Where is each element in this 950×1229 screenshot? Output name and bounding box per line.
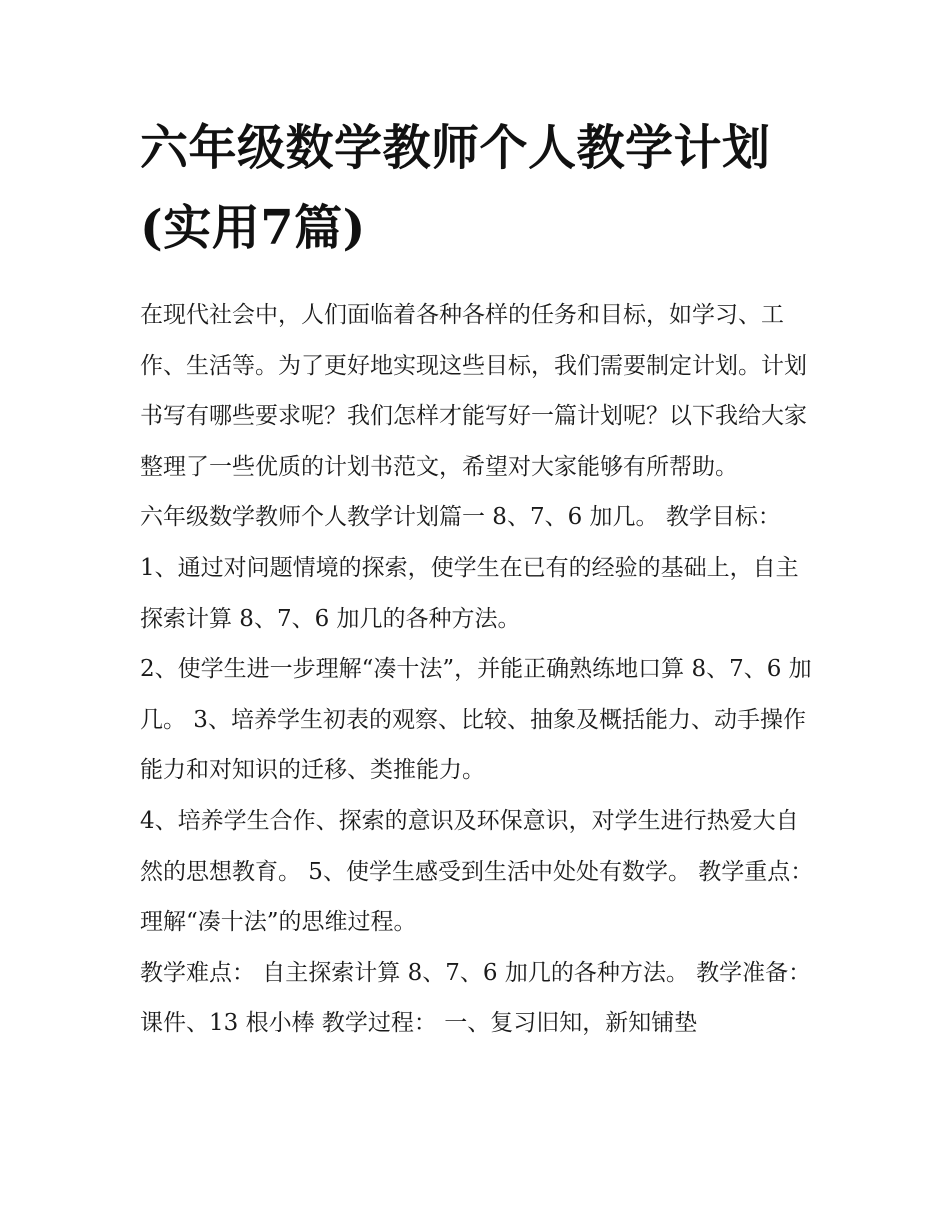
- document-title: 六年级数学教师个人教学计划(实用7篇): [140, 120, 771, 256]
- paragraph-lesson-goals: 六年级数学教师个人教学计划篇一 8、7、6 加几。 教学目标： 1、通过对问题情境的探索，使学生在已有的经验的基础上，自主探索计算 8、7、6 加几的各种方法。: [140, 504, 799, 632]
- paragraph-list: [140, 290, 820, 1049]
- paragraph-intro: 在现代社会中，人们面临着各种各样的任务和目标，如学习、工作、生活等。为了更好地实现这些目标，我们需要制定计划。计划书写有哪些要求呢？我们怎样才能写好一篇计划呢？以下我给大家整理了一些优质的计划书范文，希望对大家能够有所帮助。: [140, 302, 807, 480]
- document-body: [140, 108, 820, 1049]
- paragraph-goal-2-3: 2、使学生进一步理解“凑十法”，并能正确熟练地口算 8、7、6 加几。 3、培养学生初表的观察、比较、抽象及概括能力、动手操作能力和对知识的迁移、类推能力。: [140, 656, 812, 784]
- paragraph-difficulty-preparation: 教学难点： 自主探索计算 8、7、6 加几的各种方法。 教学准备： 课件、13 根小棒 教学过程： 一、复习旧知，新知铺垫: [140, 959, 812, 1037]
- paragraph-goal-4-5: 4、培养学生合作、探索的意识及环保意识，对学生进行热爱大自然的思想教育。 5、使学生感受到生活中处处有数学。 教学重点： 理解“凑十法”的思维过程。: [140, 807, 814, 936]
